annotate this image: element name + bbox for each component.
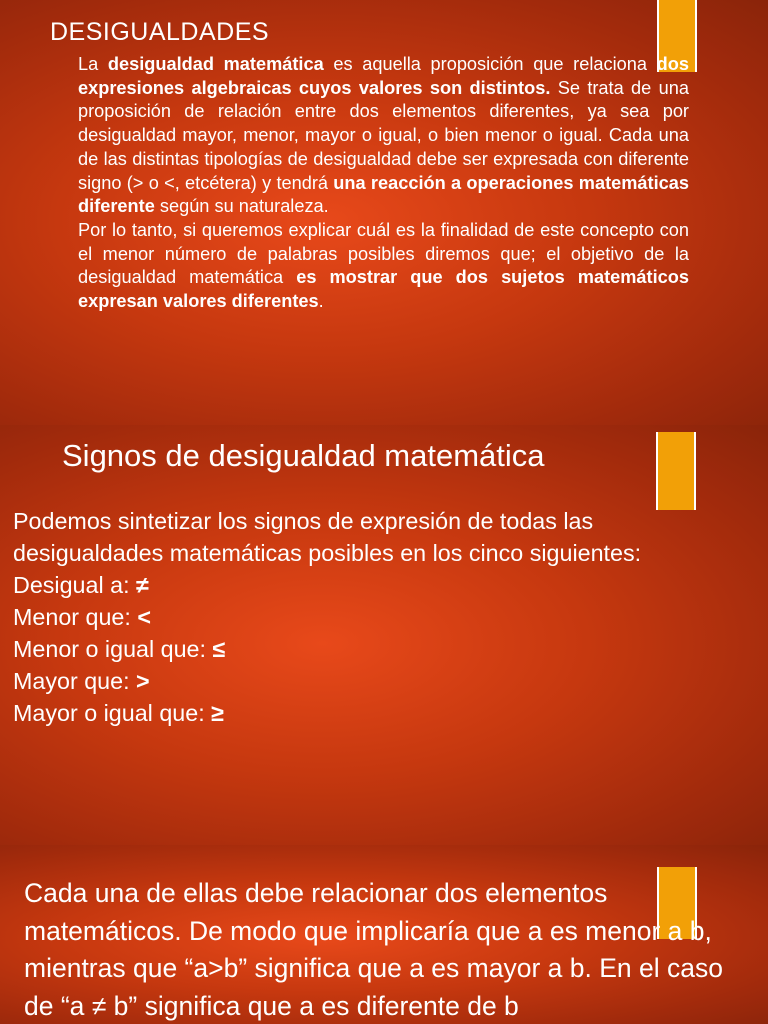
sign-label: Desigual a: <box>13 572 137 598</box>
sign-item-not-equal <box>13 569 768 601</box>
text-run: según su naturaleza. <box>154 196 329 217</box>
sign-symbol: > <box>136 668 150 694</box>
sign-symbol: ≤ <box>212 636 226 662</box>
slide-title: Signos de desigualdad matemática <box>62 438 545 473</box>
sign-label: Menor que: <box>13 604 138 630</box>
emphasis-text: dos expresiones algebraicas cuyos valores son distintos. <box>78 54 689 98</box>
text-run: Por lo tanto, si queremos explicar cuál es la finalidad de este concepto con el menor número de palabras posibles diremos que; el objetivo de la desigualdad matemática <box>78 219 689 288</box>
sign-symbol: ≥ <box>211 700 224 726</box>
paragraph-definition <box>78 53 689 219</box>
sign-item-greater-than <box>13 665 768 697</box>
intro-line: Podemos sintetizar los signos de expresión de todas las <box>13 508 594 534</box>
text-run: es aquella proposición que relaciona <box>323 54 657 74</box>
slide-signos <box>0 425 768 845</box>
text-run: . <box>318 291 324 312</box>
paragraph-purpose <box>78 219 689 314</box>
accent-bar <box>656 432 696 510</box>
text-run: Se trata de una proposición de relación entre dos elementos diferentes, ya sea por desigualdad mayor, menor, mayor o igual, o bien menor o igual. Cada una de las distintas tipologías de desigualdad debe ser expresada con diferente signo (> o <, etcétera) y tendrá <box>78 77 689 193</box>
sign-symbol: ≠ <box>136 572 149 598</box>
sign-item-greater-or-equal <box>13 697 768 729</box>
sign-symbol: < <box>137 604 151 630</box>
emphasis-text: es mostrar que dos sujetos matemáticos expresan valores diferentes <box>78 267 689 312</box>
emphasis-text: desigualdad matemática <box>107 54 324 74</box>
signs-list <box>13 505 768 729</box>
sign-label: Mayor o igual que: <box>13 700 212 726</box>
sign-label: Mayor que: <box>13 668 137 694</box>
emphasis-text: una reacción a operaciones matemáticas diferente <box>78 172 689 217</box>
slide-desigualdades <box>0 0 768 425</box>
slide-title: DESIGUALDADES <box>50 18 270 46</box>
sign-label: Menor o igual que: <box>13 636 213 662</box>
sign-item-less-than <box>13 601 768 633</box>
slide-body-text: Cada una de ellas debe relacionar dos elementos matemáticos. De modo que implicaría que a es menor a b, mientras que “a>b” significa que a es mayor a b. En el caso de “a ≠ b” significa que a es diferente de b <box>24 878 723 1021</box>
slide-relacion <box>0 845 768 1024</box>
text-run: La <box>78 54 108 74</box>
sign-item-less-or-equal <box>13 633 768 665</box>
intro-line: desigualdades matemáticas posibles en los cinco siguientes: <box>13 540 642 566</box>
slide-body <box>78 53 689 314</box>
